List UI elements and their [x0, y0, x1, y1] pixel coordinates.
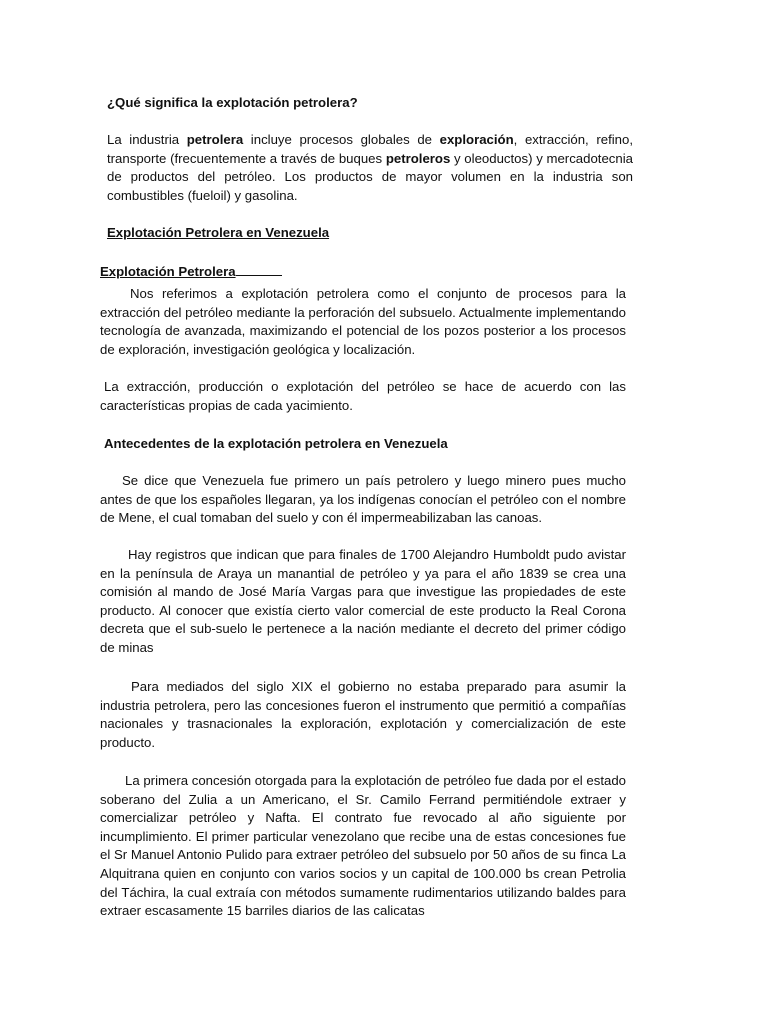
paragraph-extraction: La extracción, producción o explotación del petróleo se hace de acuerdo con las características propias de cada yacimiento.	[100, 379, 626, 413]
paragraph-definition: Nos referimos a explotación petrolera como el conjunto de procesos para la extracción del petróleo mediante la perforación del subsuelo. Actualmente implementando tecnología de avanzada, maximizando el potencial de los pozos posterior a los procesos de exploración, investigación geológica y localización.	[100, 286, 626, 357]
paragraph-first-concession: La primera concesión otorgada para la explotación de petróleo fue dada por el estado soberano del Zulia a un Americano, el Sr. Camilo Ferrand permitiéndole extraer y comercializar petróleo y Nafta. El contrato fue revocado al año siguiente por incumplimiento. El primer particular venezolano que recibe una de estas concesiones fue el Sr Manuel Antonio Pulido para extraer petróleo del subsuelo por 50 años de su finca La Alquitrana quien en conjunto con varios socios y un capital de 100.000 bs crean Petrolia del Táchira, la cual extraía con métodos sumamente rudimentarios utilizando baldes para extraer escasamente 15 barriles diarios de las calicatas	[100, 773, 626, 919]
paragraph-concessions: Para mediados del siglo XIX el gobierno no estaba preparado para asumir la industria petrolera, pero las concesiones fueron el instrumento que permitió a compañías nacionales y trasnacionales la exploración, explotación y comercialización de este producto.	[100, 679, 626, 750]
intro-bold-exploracion: exploración	[439, 132, 514, 147]
intro-bold-petrolera: petrolera	[186, 132, 244, 147]
intro-paragraph	[107, 131, 633, 205]
history-heading: Antecedentes de la explotación petrolera en Venezuela	[104, 436, 448, 451]
paragraph-origins: Se dice que Venezuela fue primero un país petrolero y luego minero pues mucho antes de que los españoles llegaran, ya los indígenas conocían el petróleo con el nombre de Mene, el cual tomaban del suelo y con él impermeabilizaban las canoas.	[100, 473, 626, 526]
intro-text-1: La industria	[107, 132, 187, 147]
subsection-heading-text: Explotación Petrolera	[100, 264, 236, 279]
intro-text-2: incluye procesos globales de	[243, 132, 440, 147]
intro-bold-petroleros: petroleros	[385, 150, 451, 166]
paragraph-humboldt: Hay registros que indican que para finales de 1700 Alejandro Humboldt pudo avistar en la península de Araya un manantial de petróleo y ya para el año 1839 se crea una comisión al mando de José María Vargas para que investigue las propiedades de este producto. Al conocer que existía cierto valor comercial de este producto la Real Corona decreta que el sub-suelo le pertenece a la nación mediante el decreto del primer código de minas	[100, 547, 626, 655]
subsection-heading	[100, 262, 282, 282]
intro-text-4: y oleoductos) y mercadotecnia de productos del petróleo. Los productos de mayor volumen en la industria son combustibles (fueloil) y gasolina.	[107, 150, 633, 203]
subsection-underline-rule	[236, 262, 282, 276]
intro-text-3: , extracción, refino, transporte (frecuentemente a través de buques	[107, 132, 633, 166]
section-heading: Explotación Petrolera en Venezuela	[107, 225, 330, 240]
question-heading: ¿Qué significa la explotación petrolera?	[107, 95, 358, 110]
